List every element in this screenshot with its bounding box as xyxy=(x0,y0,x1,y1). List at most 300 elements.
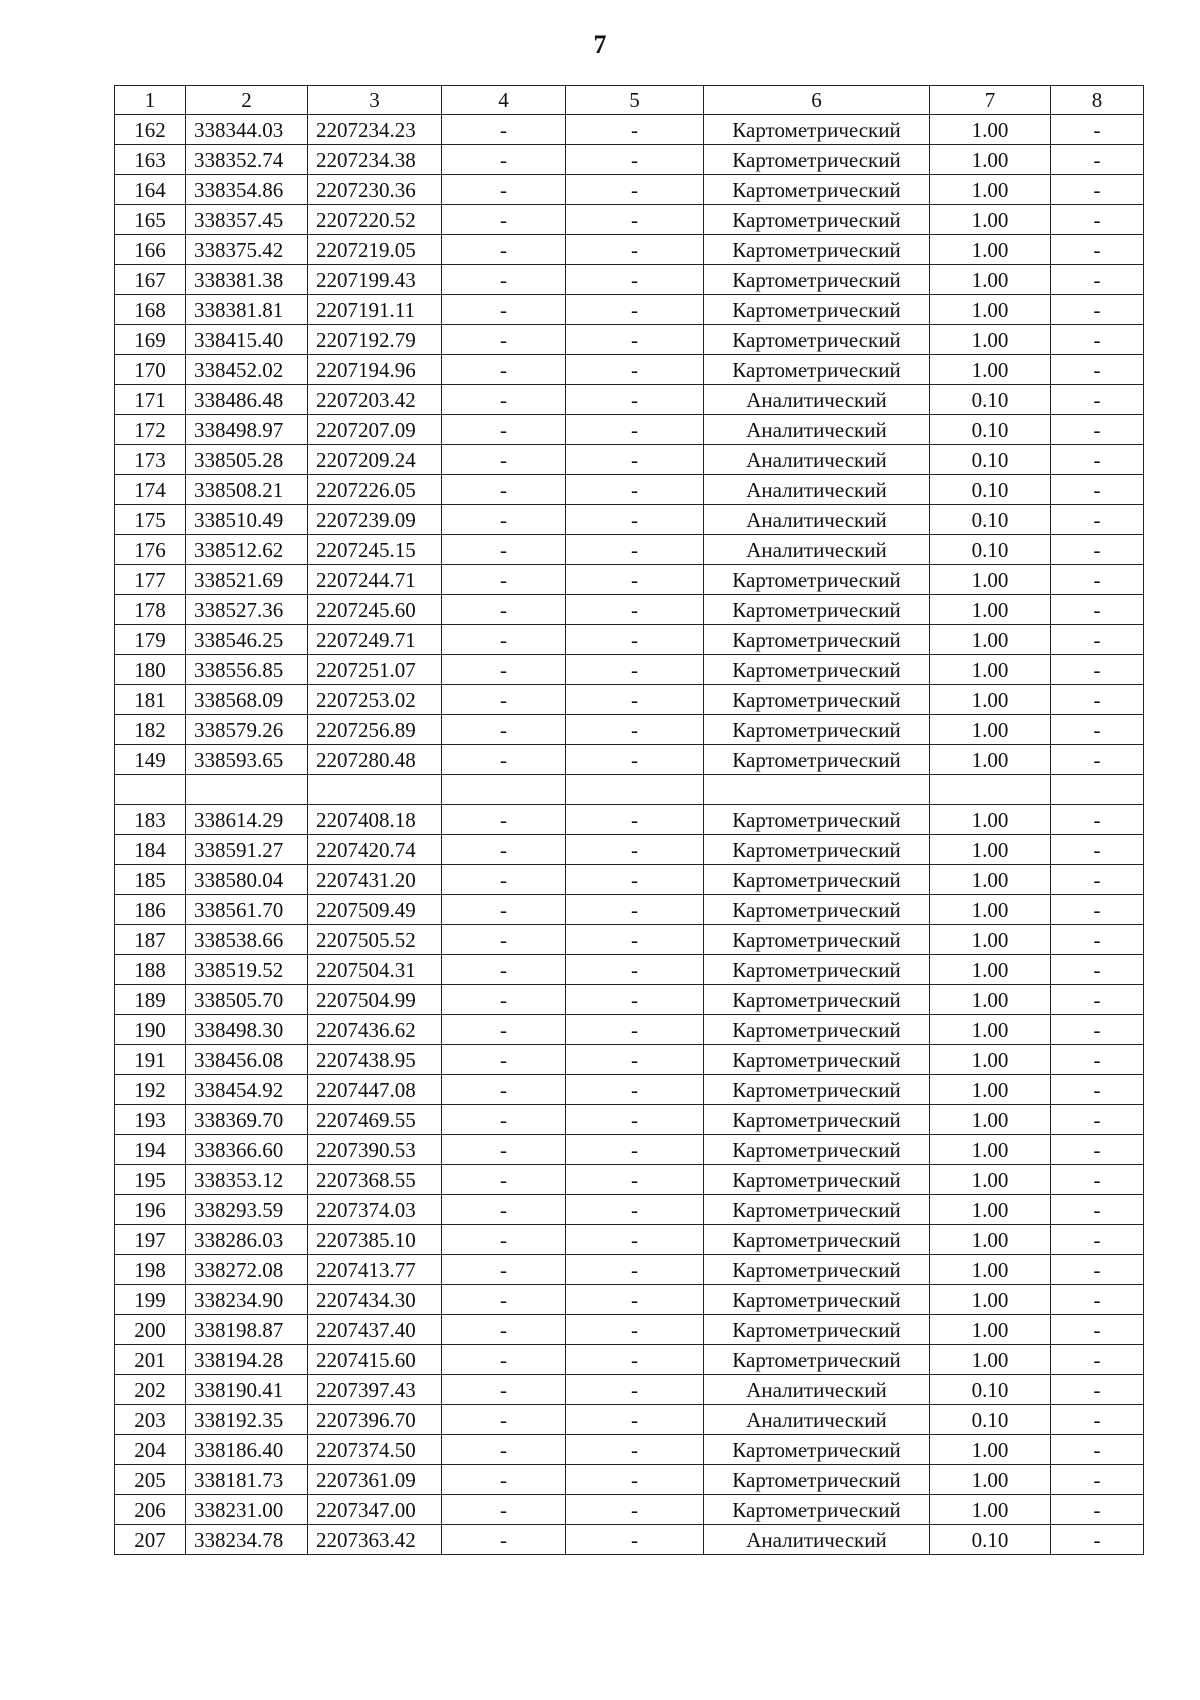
column-number-header: 5 xyxy=(566,86,704,115)
point-number-cell: 182 xyxy=(115,715,186,745)
col-4-cell: - xyxy=(442,1465,566,1495)
col-4-cell: - xyxy=(442,1195,566,1225)
accuracy-cell: 1.00 xyxy=(930,205,1051,235)
accuracy-cell: 1.00 xyxy=(930,325,1051,355)
col-5-cell: - xyxy=(566,1285,704,1315)
accuracy-cell: 1.00 xyxy=(930,865,1051,895)
col-8-cell: - xyxy=(1051,1315,1144,1345)
point-number-cell: 171 xyxy=(115,385,186,415)
table-row xyxy=(115,115,1144,145)
col-5-cell: - xyxy=(566,745,704,775)
point-number-cell: 169 xyxy=(115,325,186,355)
col-4-cell: - xyxy=(442,235,566,265)
x-coordinate-cell: 338353.12 xyxy=(186,1165,308,1195)
separator-row xyxy=(115,775,1144,805)
col-4-cell: - xyxy=(442,595,566,625)
x-coordinate-cell: 338366.60 xyxy=(186,1135,308,1165)
col-8-cell: - xyxy=(1051,175,1144,205)
col-4-cell: - xyxy=(442,955,566,985)
method-cell: Аналитический xyxy=(704,475,930,505)
col-5-cell: - xyxy=(566,505,704,535)
x-coordinate-cell: 338580.04 xyxy=(186,865,308,895)
y-coordinate-cell: 2207415.60 xyxy=(308,1345,442,1375)
col-8-cell: - xyxy=(1051,535,1144,565)
col-4-cell: - xyxy=(442,1015,566,1045)
table-row xyxy=(115,235,1144,265)
col-5-cell: - xyxy=(566,1195,704,1225)
table-row xyxy=(115,1435,1144,1465)
col-5-cell: - xyxy=(566,325,704,355)
point-number-cell: 172 xyxy=(115,415,186,445)
accuracy-cell: 1.00 xyxy=(930,835,1051,865)
y-coordinate-cell: 2207420.74 xyxy=(308,835,442,865)
method-cell: Картометрический xyxy=(704,1045,930,1075)
table-row xyxy=(115,175,1144,205)
y-coordinate-cell: 2207220.52 xyxy=(308,205,442,235)
point-number-cell: 186 xyxy=(115,895,186,925)
accuracy-cell: 1.00 xyxy=(930,565,1051,595)
col-8-cell: - xyxy=(1051,1225,1144,1255)
y-coordinate-cell: 2207207.09 xyxy=(308,415,442,445)
point-number-cell: 203 xyxy=(115,1405,186,1435)
y-coordinate-cell: 2207385.10 xyxy=(308,1225,442,1255)
col-4-cell: - xyxy=(442,1315,566,1345)
col-4-cell: - xyxy=(442,1075,566,1105)
table-row xyxy=(115,1405,1144,1435)
method-cell: Картометрический xyxy=(704,355,930,385)
x-coordinate-cell: 338591.27 xyxy=(186,835,308,865)
method-cell: Картометрический xyxy=(704,1225,930,1255)
method-cell: Картометрический xyxy=(704,1135,930,1165)
x-coordinate-cell: 338381.38 xyxy=(186,265,308,295)
x-coordinate-cell: 338486.48 xyxy=(186,385,308,415)
point-number-cell: 198 xyxy=(115,1255,186,1285)
col-8-cell: - xyxy=(1051,1105,1144,1135)
point-number-cell: 173 xyxy=(115,445,186,475)
y-coordinate-cell: 2207253.02 xyxy=(308,685,442,715)
x-coordinate-cell: 338519.52 xyxy=(186,955,308,985)
col-5-cell: - xyxy=(566,1345,704,1375)
point-number-cell: 190 xyxy=(115,1015,186,1045)
accuracy-cell: 1.00 xyxy=(930,1045,1051,1075)
col-4-cell: - xyxy=(442,445,566,475)
point-number-cell: 183 xyxy=(115,805,186,835)
table-row xyxy=(115,925,1144,955)
col-8-cell: - xyxy=(1051,1075,1144,1105)
table-row xyxy=(115,1225,1144,1255)
col-5-cell: - xyxy=(566,445,704,475)
col-4-cell: - xyxy=(442,145,566,175)
col-4-cell: - xyxy=(442,1405,566,1435)
col-5-cell: - xyxy=(566,1225,704,1255)
accuracy-cell: 0.10 xyxy=(930,1375,1051,1405)
col-8-cell: - xyxy=(1051,1195,1144,1225)
col-5-cell: - xyxy=(566,625,704,655)
accuracy-cell: 1.00 xyxy=(930,235,1051,265)
col-5-cell: - xyxy=(566,715,704,745)
x-coordinate-cell: 338498.97 xyxy=(186,415,308,445)
col-4-cell: - xyxy=(442,895,566,925)
method-cell: Картометрический xyxy=(704,1345,930,1375)
col-4-cell: - xyxy=(442,1255,566,1285)
method-cell: Картометрический xyxy=(704,1165,930,1195)
accuracy-cell: 1.00 xyxy=(930,1435,1051,1465)
table-row xyxy=(115,895,1144,925)
col-5-cell: - xyxy=(566,205,704,235)
col-8-cell: - xyxy=(1051,625,1144,655)
accuracy-cell: 1.00 xyxy=(930,745,1051,775)
method-cell: Картометрический xyxy=(704,835,930,865)
x-coordinate-cell xyxy=(186,775,308,805)
point-number-cell: 185 xyxy=(115,865,186,895)
table-row xyxy=(115,475,1144,505)
point-number-cell: 168 xyxy=(115,295,186,325)
y-coordinate-cell xyxy=(308,775,442,805)
y-coordinate-cell: 2207226.05 xyxy=(308,475,442,505)
col-8-cell: - xyxy=(1051,415,1144,445)
y-coordinate-cell: 2207191.11 xyxy=(308,295,442,325)
table-row xyxy=(115,655,1144,685)
accuracy-cell: 1.00 xyxy=(930,655,1051,685)
x-coordinate-cell: 338512.62 xyxy=(186,535,308,565)
col-4-cell: - xyxy=(442,325,566,355)
accuracy-cell: 1.00 xyxy=(930,1315,1051,1345)
x-coordinate-cell: 338186.40 xyxy=(186,1435,308,1465)
y-coordinate-cell: 2207192.79 xyxy=(308,325,442,355)
accuracy-cell: 1.00 xyxy=(930,805,1051,835)
y-coordinate-cell: 2207434.30 xyxy=(308,1285,442,1315)
method-cell: Аналитический xyxy=(704,445,930,475)
x-coordinate-cell: 338579.26 xyxy=(186,715,308,745)
col-5-cell: - xyxy=(566,265,704,295)
accuracy-cell: 0.10 xyxy=(930,415,1051,445)
point-number-cell: 149 xyxy=(115,745,186,775)
y-coordinate-cell: 2207234.23 xyxy=(308,115,442,145)
point-number-cell: 189 xyxy=(115,985,186,1015)
y-coordinate-cell: 2207408.18 xyxy=(308,805,442,835)
x-coordinate-cell: 338561.70 xyxy=(186,895,308,925)
accuracy-cell: 1.00 xyxy=(930,1135,1051,1165)
x-coordinate-cell: 338190.41 xyxy=(186,1375,308,1405)
col-4-cell: - xyxy=(442,1165,566,1195)
accuracy-cell: 0.10 xyxy=(930,505,1051,535)
col-8-cell: - xyxy=(1051,295,1144,325)
table-row xyxy=(115,1495,1144,1525)
y-coordinate-cell: 2207239.09 xyxy=(308,505,442,535)
point-number-cell: 195 xyxy=(115,1165,186,1195)
accuracy-cell: 0.10 xyxy=(930,535,1051,565)
x-coordinate-cell: 338231.00 xyxy=(186,1495,308,1525)
method-cell: Аналитический xyxy=(704,505,930,535)
col-5-cell: - xyxy=(566,1045,704,1075)
x-coordinate-cell: 338454.92 xyxy=(186,1075,308,1105)
col-5-cell: - xyxy=(566,925,704,955)
point-number-cell: 192 xyxy=(115,1075,186,1105)
col-8-cell: - xyxy=(1051,565,1144,595)
table-row xyxy=(115,865,1144,895)
table-row xyxy=(115,265,1144,295)
y-coordinate-cell: 2207504.31 xyxy=(308,955,442,985)
col-5-cell: - xyxy=(566,175,704,205)
y-coordinate-cell: 2207363.42 xyxy=(308,1525,442,1555)
col-4-cell: - xyxy=(442,1105,566,1135)
point-number-cell: 199 xyxy=(115,1285,186,1315)
table-row xyxy=(115,1195,1144,1225)
method-cell: Картометрический xyxy=(704,865,930,895)
method-cell: Картометрический xyxy=(704,985,930,1015)
col-4-cell: - xyxy=(442,1375,566,1405)
point-number-cell: 204 xyxy=(115,1435,186,1465)
col-5-cell: - xyxy=(566,655,704,685)
col-5-cell: - xyxy=(566,355,704,385)
col-5-cell: - xyxy=(566,415,704,445)
col-8-cell: - xyxy=(1051,1465,1144,1495)
col-8-cell: - xyxy=(1051,655,1144,685)
y-coordinate-cell: 2207251.07 xyxy=(308,655,442,685)
col-8-cell: - xyxy=(1051,1405,1144,1435)
col-8-cell: - xyxy=(1051,1495,1144,1525)
col-5-cell: - xyxy=(566,295,704,325)
col-5-cell: - xyxy=(566,955,704,985)
table-row xyxy=(115,535,1144,565)
column-number-header: 8 xyxy=(1051,86,1144,115)
accuracy-cell: 1.00 xyxy=(930,1075,1051,1105)
table-row xyxy=(115,1075,1144,1105)
method-cell: Аналитический xyxy=(704,535,930,565)
col-4-cell: - xyxy=(442,415,566,445)
x-coordinate-cell: 338505.70 xyxy=(186,985,308,1015)
x-coordinate-cell: 338352.74 xyxy=(186,145,308,175)
x-coordinate-cell: 338293.59 xyxy=(186,1195,308,1225)
accuracy-cell: 1.00 xyxy=(930,715,1051,745)
col-4-cell: - xyxy=(442,805,566,835)
method-cell: Картометрический xyxy=(704,1465,930,1495)
method-cell: Картометрический xyxy=(704,145,930,175)
method-cell: Картометрический xyxy=(704,895,930,925)
method-cell: Картометрический xyxy=(704,115,930,145)
col-5-cell: - xyxy=(566,1465,704,1495)
point-number-cell: 179 xyxy=(115,625,186,655)
method-cell: Аналитический xyxy=(704,385,930,415)
x-coordinate-cell: 338546.25 xyxy=(186,625,308,655)
y-coordinate-cell: 2207249.71 xyxy=(308,625,442,655)
col-8-cell: - xyxy=(1051,745,1144,775)
y-coordinate-cell: 2207469.55 xyxy=(308,1105,442,1135)
point-number-cell: 175 xyxy=(115,505,186,535)
accuracy-cell: 0.10 xyxy=(930,385,1051,415)
y-coordinate-cell: 2207397.43 xyxy=(308,1375,442,1405)
col-4-cell: - xyxy=(442,655,566,685)
method-cell: Картометрический xyxy=(704,655,930,685)
column-number-header: 2 xyxy=(186,86,308,115)
y-coordinate-cell: 2207505.52 xyxy=(308,925,442,955)
col-5-cell: - xyxy=(566,1015,704,1045)
point-number-cell: 164 xyxy=(115,175,186,205)
y-coordinate-cell: 2207234.38 xyxy=(308,145,442,175)
col-8-cell: - xyxy=(1051,1255,1144,1285)
point-number-cell: 166 xyxy=(115,235,186,265)
x-coordinate-cell: 338198.87 xyxy=(186,1315,308,1345)
col-5-cell: - xyxy=(566,1435,704,1465)
col-8-cell: - xyxy=(1051,505,1144,535)
col-4-cell: - xyxy=(442,1045,566,1075)
method-cell: Картометрический xyxy=(704,1255,930,1285)
col-5-cell: - xyxy=(566,895,704,925)
col-8-cell: - xyxy=(1051,955,1144,985)
y-coordinate-cell: 2207413.77 xyxy=(308,1255,442,1285)
accuracy-cell: 0.10 xyxy=(930,475,1051,505)
point-number-cell: 196 xyxy=(115,1195,186,1225)
point-number-cell: 184 xyxy=(115,835,186,865)
x-coordinate-cell: 338614.29 xyxy=(186,805,308,835)
method-cell: Картометрический xyxy=(704,1075,930,1105)
col-4-cell: - xyxy=(442,925,566,955)
table-row xyxy=(115,1345,1144,1375)
accuracy-cell: 1.00 xyxy=(930,175,1051,205)
table-row xyxy=(115,955,1144,985)
table-row xyxy=(115,355,1144,385)
y-coordinate-cell: 2207374.50 xyxy=(308,1435,442,1465)
x-coordinate-cell: 338538.66 xyxy=(186,925,308,955)
point-number-cell: 176 xyxy=(115,535,186,565)
point-number-cell: 162 xyxy=(115,115,186,145)
table-row xyxy=(115,625,1144,655)
accuracy-cell: 1.00 xyxy=(930,685,1051,715)
col-5-cell: - xyxy=(566,385,704,415)
accuracy-cell: 1.00 xyxy=(930,925,1051,955)
table-row xyxy=(115,145,1144,175)
accuracy-cell: 0.10 xyxy=(930,1525,1051,1555)
table-row xyxy=(115,1255,1144,1285)
table-row xyxy=(115,1525,1144,1555)
accuracy-cell: 0.10 xyxy=(930,445,1051,475)
x-coordinate-cell: 338369.70 xyxy=(186,1105,308,1135)
method-cell: Картометрический xyxy=(704,325,930,355)
col-4-cell: - xyxy=(442,535,566,565)
accuracy-cell: 0.10 xyxy=(930,1405,1051,1435)
table-row xyxy=(115,385,1144,415)
x-coordinate-cell: 338556.85 xyxy=(186,655,308,685)
table-row xyxy=(115,445,1144,475)
y-coordinate-cell: 2207390.53 xyxy=(308,1135,442,1165)
table-row xyxy=(115,985,1144,1015)
col-8-cell: - xyxy=(1051,1435,1144,1465)
table-row xyxy=(115,325,1144,355)
accuracy-cell: 1.00 xyxy=(930,625,1051,655)
method-cell: Картометрический xyxy=(704,295,930,325)
point-number-cell: 206 xyxy=(115,1495,186,1525)
method-cell: Аналитический xyxy=(704,1375,930,1405)
col-5-cell: - xyxy=(566,685,704,715)
y-coordinate-cell: 2207447.08 xyxy=(308,1075,442,1105)
y-coordinate-cell: 2207347.00 xyxy=(308,1495,442,1525)
y-coordinate-cell: 2207230.36 xyxy=(308,175,442,205)
accuracy-cell: 1.00 xyxy=(930,265,1051,295)
point-number-cell: 181 xyxy=(115,685,186,715)
x-coordinate-cell: 338344.03 xyxy=(186,115,308,145)
col-8-cell: - xyxy=(1051,685,1144,715)
col-8-cell: - xyxy=(1051,1525,1144,1555)
method-cell: Картометрический xyxy=(704,1285,930,1315)
col-5-cell: - xyxy=(566,1405,704,1435)
col-4-cell: - xyxy=(442,1495,566,1525)
x-coordinate-cell: 338381.81 xyxy=(186,295,308,325)
y-coordinate-cell: 2207245.60 xyxy=(308,595,442,625)
col-4-cell: - xyxy=(442,835,566,865)
accuracy-cell: 1.00 xyxy=(930,1225,1051,1255)
col-8-cell: - xyxy=(1051,1165,1144,1195)
y-coordinate-cell: 2207244.71 xyxy=(308,565,442,595)
accuracy-cell: 1.00 xyxy=(930,1465,1051,1495)
x-coordinate-cell: 338181.73 xyxy=(186,1465,308,1495)
x-coordinate-cell: 338234.78 xyxy=(186,1525,308,1555)
accuracy-cell xyxy=(930,775,1051,805)
method-cell: Картометрический xyxy=(704,175,930,205)
method-cell: Картометрический xyxy=(704,955,930,985)
method-cell: Картометрический xyxy=(704,205,930,235)
column-number-header: 7 xyxy=(930,86,1051,115)
point-number-cell: 174 xyxy=(115,475,186,505)
column-number-header: 6 xyxy=(704,86,930,115)
col-4-cell: - xyxy=(442,715,566,745)
col-8-cell: - xyxy=(1051,835,1144,865)
x-coordinate-cell: 338194.28 xyxy=(186,1345,308,1375)
col-8-cell: - xyxy=(1051,1045,1144,1075)
x-coordinate-cell: 338498.30 xyxy=(186,1015,308,1045)
y-coordinate-cell: 2207361.09 xyxy=(308,1465,442,1495)
col-4-cell: - xyxy=(442,1345,566,1375)
col-5-cell: - xyxy=(566,235,704,265)
col-5-cell: - xyxy=(566,1375,704,1405)
col-5-cell: - xyxy=(566,1105,704,1135)
table-header-row xyxy=(115,86,1144,115)
y-coordinate-cell: 2207245.15 xyxy=(308,535,442,565)
point-number-cell: 167 xyxy=(115,265,186,295)
accuracy-cell: 1.00 xyxy=(930,145,1051,175)
table-row xyxy=(115,1135,1144,1165)
method-cell: Картометрический xyxy=(704,1315,930,1345)
table-row xyxy=(115,505,1144,535)
point-number-cell: 188 xyxy=(115,955,186,985)
accuracy-cell: 1.00 xyxy=(930,595,1051,625)
accuracy-cell: 1.00 xyxy=(930,1285,1051,1315)
method-cell: Картометрический xyxy=(704,235,930,265)
col-4-cell: - xyxy=(442,295,566,325)
y-coordinate-cell: 2207194.96 xyxy=(308,355,442,385)
y-coordinate-cell: 2207203.42 xyxy=(308,385,442,415)
table-row xyxy=(115,685,1144,715)
col-8-cell: - xyxy=(1051,595,1144,625)
table-row xyxy=(115,805,1144,835)
col-4-cell: - xyxy=(442,625,566,655)
x-coordinate-cell: 338272.08 xyxy=(186,1255,308,1285)
method-cell: Картометрический xyxy=(704,1105,930,1135)
col-8-cell: - xyxy=(1051,985,1144,1015)
point-number-cell: 207 xyxy=(115,1525,186,1555)
method-cell: Картометрический xyxy=(704,715,930,745)
col-4-cell: - xyxy=(442,985,566,1015)
table-row xyxy=(115,1465,1144,1495)
point-number-cell: 194 xyxy=(115,1135,186,1165)
y-coordinate-cell: 2207431.20 xyxy=(308,865,442,895)
col-4-cell: - xyxy=(442,175,566,205)
col-5-cell: - xyxy=(566,115,704,145)
col-5-cell xyxy=(566,775,704,805)
col-5-cell: - xyxy=(566,475,704,505)
col-4-cell: - xyxy=(442,355,566,385)
col-4-cell: - xyxy=(442,205,566,235)
coordinates-table xyxy=(114,85,1144,1555)
